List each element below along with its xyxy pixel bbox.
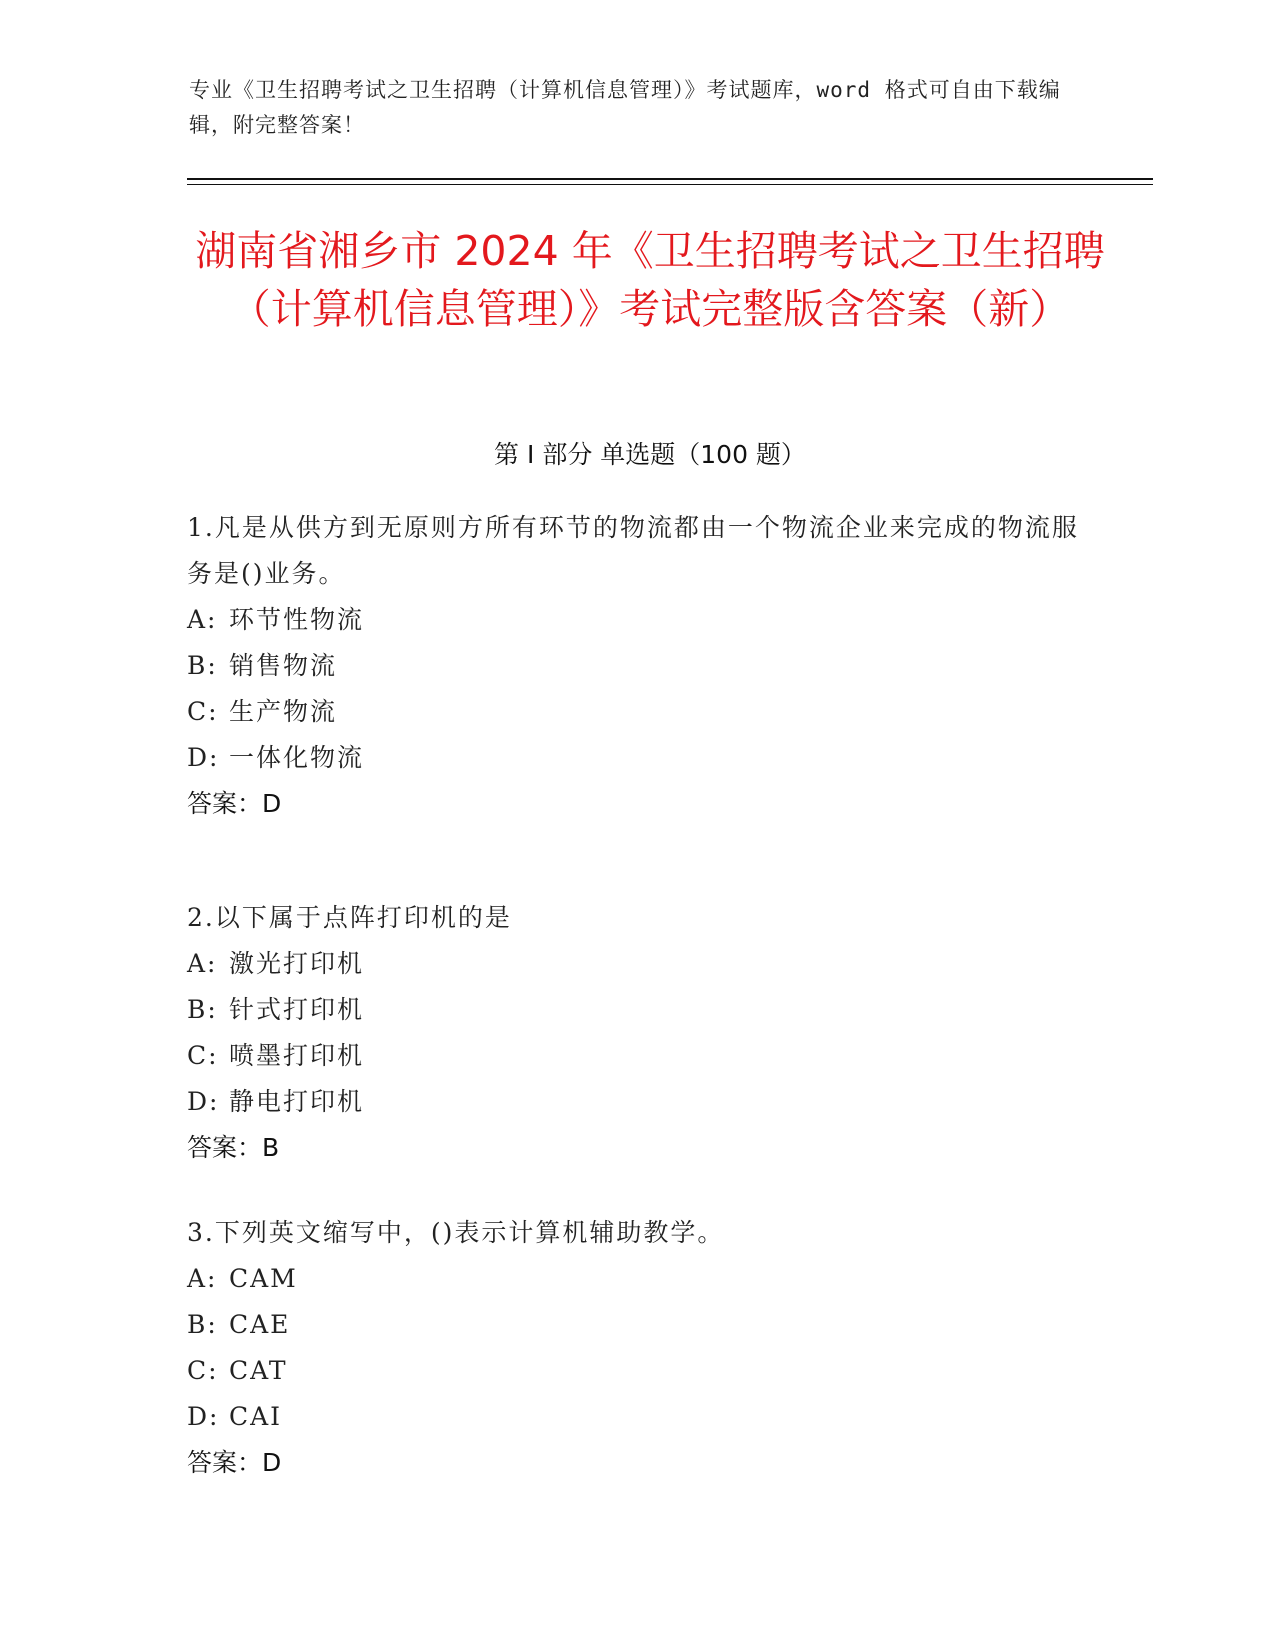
document-title: 湖南省湘乡市 2024 年《卫生招聘考试之卫生招聘（计算机信息管理）》考试完整版含答案（新） [195,227,1105,333]
option-text: 销售物流 [229,651,338,680]
option-b [187,1302,1087,1348]
header-rule-thick [187,178,1153,180]
header-rule-thin [187,184,1153,185]
option-text: CAM [229,1264,298,1293]
question-1 [187,505,1087,827]
answer-line: 答案：D [187,789,282,818]
option-letter: A: [187,605,218,634]
answer-line: 答案：B [187,1133,280,1162]
option-letter: C: [187,697,219,726]
option-d [187,1079,1087,1125]
option-letter: A: [187,1264,218,1293]
option-text: 一体化物流 [229,743,365,772]
option-d [187,1394,1087,1440]
option-letter: A: [187,949,218,978]
option-a [187,597,1087,643]
option-text: 喷墨打印机 [229,1041,365,1070]
option-b [187,987,1087,1033]
option-letter: C: [187,1356,219,1385]
question-stem: 1.凡是从供方到无原则方所有环节的物流都由一个物流企业来完成的物流服务是()业务。 [187,513,1079,588]
option-letter: D: [187,1087,220,1116]
option-letter: B: [187,995,218,1024]
option-c [187,689,1087,735]
option-text: 激光打印机 [229,949,365,978]
option-text: 环节性物流 [229,605,365,634]
option-letter: B: [187,651,218,680]
option-text: 静电打印机 [229,1087,365,1116]
question-2 [187,895,1087,1171]
option-letter: D: [187,1402,220,1431]
option-text: CAT [229,1356,288,1385]
option-a [187,1256,1087,1302]
section-title: 第 I 部分 单选题（100 题） [494,440,806,469]
option-c [187,1348,1087,1394]
option-c [187,1033,1087,1079]
option-letter: B: [187,1310,218,1339]
question-stem: 2.以下属于点阵打印机的是 [187,903,512,932]
question-stem: 3.下列英文缩写中，()表示计算机辅助教学。 [187,1218,725,1247]
option-a [187,941,1087,987]
answer-line: 答案：D [187,1448,282,1477]
question-3 [187,1210,1087,1486]
header-note: 专业《卫生招聘考试之卫生招聘（计算机信息管理）》考试题库，word 格式可自由下载编辑，附完整答案！ [189,78,1061,137]
option-d [187,735,1087,781]
option-b [187,643,1087,689]
option-letter: D: [187,743,220,772]
option-text: CAI [229,1402,283,1431]
option-text: 生产物流 [229,697,338,726]
option-text: 针式打印机 [229,995,365,1024]
option-letter: C: [187,1041,219,1070]
option-text: CAE [229,1310,291,1339]
